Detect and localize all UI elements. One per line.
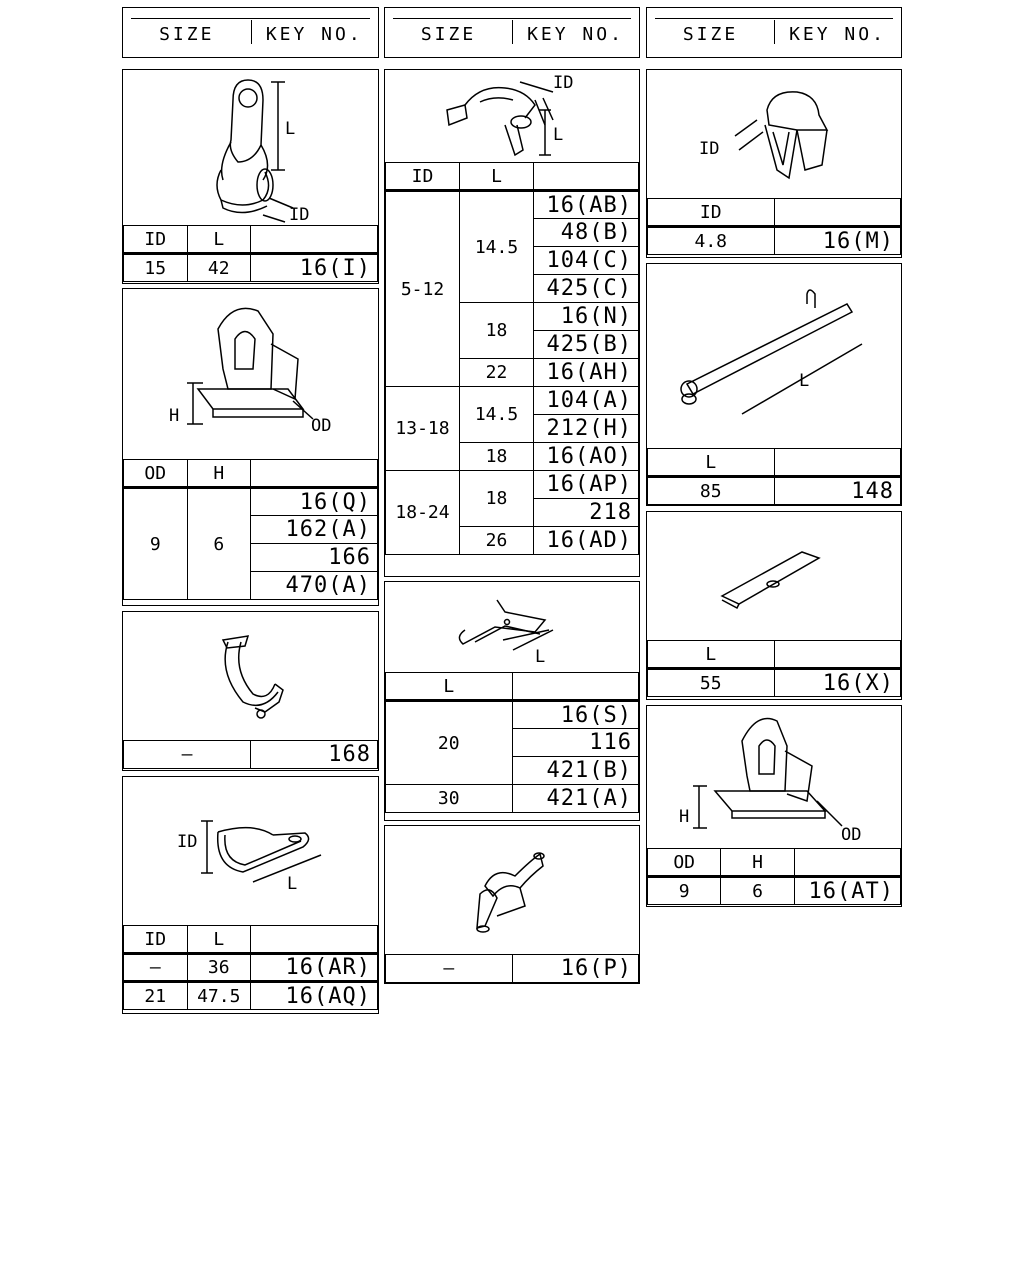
- col-head-key: [251, 226, 378, 254]
- cell-key: 104(C): [534, 247, 639, 275]
- cell-key: 470(A): [251, 572, 378, 600]
- cell-key: 162(A): [251, 516, 378, 544]
- bracket-clip-drawing: [385, 582, 638, 672]
- dim-id-label: ID: [177, 832, 198, 852]
- header-rule: [131, 18, 370, 19]
- cell-id: 4.8: [648, 227, 775, 255]
- col-head-key: [774, 199, 901, 227]
- cell-key: 116: [512, 729, 639, 757]
- dim-od-label: OD: [841, 825, 862, 845]
- cell-od: 9: [124, 488, 188, 600]
- cell-key: 16(AQ): [251, 982, 378, 1010]
- cell-l: 85: [648, 477, 775, 505]
- dim-l-label: L: [287, 874, 298, 894]
- cell-key: 104(A): [534, 387, 639, 415]
- cell-key: 212(H): [534, 415, 639, 443]
- size-heading: SIZE: [159, 24, 215, 45]
- key-no-heading: KEY NO.: [527, 24, 624, 45]
- mount-clip-drawing: [123, 289, 377, 459]
- part-c1-mount-clip: [122, 288, 379, 606]
- part-c3-push-clip: [646, 69, 902, 258]
- cell-key: 16(I): [251, 254, 378, 282]
- part-c2-double-clip: [384, 69, 640, 577]
- cell-l: 18: [460, 443, 534, 471]
- cell-key: 425(B): [534, 331, 639, 359]
- col-head-l: L: [460, 163, 534, 191]
- col-head-key: [794, 849, 900, 877]
- cell-id: 13-18: [386, 387, 460, 471]
- cell-id: 5-12: [386, 191, 460, 387]
- header-col3: [646, 7, 902, 58]
- size-heading: SIZE: [682, 24, 739, 45]
- cell-l: 14.5: [460, 191, 534, 303]
- cell-l: 42: [187, 254, 251, 282]
- dim-l-label: L: [285, 119, 296, 139]
- dim-h-label: H: [169, 406, 180, 426]
- cell-key: 148: [774, 477, 901, 505]
- part-c2-saddle-clip: [384, 825, 640, 984]
- col-head-l: L: [648, 641, 775, 669]
- cell-key: 16(M): [774, 227, 901, 255]
- size-heading: SIZE: [420, 24, 477, 45]
- flat-strip-drawing: [647, 512, 900, 640]
- cell-l: 14.5: [460, 387, 534, 443]
- part-c2-bracket-clip: [384, 581, 640, 821]
- size-table: [647, 848, 901, 905]
- col-head-id: ID: [386, 163, 460, 191]
- part-c3-strap: [646, 263, 902, 506]
- cell-l: 30: [386, 785, 513, 813]
- saddle-clip-drawing: [385, 826, 638, 954]
- cell-id: –: [124, 954, 188, 982]
- header-col2: [384, 7, 640, 58]
- dim-id-label: ID: [289, 205, 310, 225]
- header-col1: [122, 7, 379, 58]
- cell-l: 22: [460, 359, 534, 387]
- cell-id: 18-24: [386, 471, 460, 555]
- cell-l: 36: [187, 954, 251, 982]
- cell-id: 15: [124, 254, 188, 282]
- header-rule: [655, 18, 893, 19]
- cell-key: 16(AH): [534, 359, 639, 387]
- size-table: [385, 162, 639, 555]
- col-head-key: [512, 673, 639, 701]
- cell-h: 6: [721, 877, 794, 905]
- cell-l: 47.5: [187, 982, 251, 1010]
- col-head-od: OD: [648, 849, 721, 877]
- cell-key: 218: [534, 499, 639, 527]
- cell-key: 48(B): [534, 219, 639, 247]
- col-head-key: [774, 641, 901, 669]
- col-head-id: ID: [124, 926, 188, 954]
- double-clip-drawing: [385, 70, 638, 162]
- col-head-id: ID: [648, 199, 775, 227]
- cell-key: 421(A): [512, 785, 639, 813]
- key-no-heading: KEY NO.: [265, 24, 363, 45]
- col-head-key: [251, 460, 378, 488]
- col-head-od: OD: [124, 460, 188, 488]
- part-c1-curved-clip: [122, 611, 379, 771]
- header-rule: [393, 18, 631, 19]
- curved-clip-drawing: [123, 612, 377, 740]
- dim-id-label: ID: [699, 139, 720, 159]
- dim-id-label: ID: [553, 73, 574, 93]
- strap-drawing: [647, 264, 900, 448]
- cell-key: 166: [251, 544, 378, 572]
- cell-key: 168: [251, 741, 378, 769]
- cell-key: 16(X): [774, 669, 901, 697]
- part-c3-mount-clip: [646, 705, 902, 907]
- cell-h: 6: [187, 488, 251, 600]
- part-c1-ring-clip: [122, 69, 379, 284]
- size-table: [647, 448, 901, 505]
- col-head-h: H: [187, 460, 251, 488]
- size-table: [385, 672, 639, 813]
- cell-od: 9: [648, 877, 721, 905]
- dim-l-label: L: [535, 647, 546, 667]
- dim-l-label: L: [553, 125, 564, 145]
- cell-key: 16(AD): [534, 527, 639, 555]
- cell-key: 421(B): [512, 757, 639, 785]
- dim-l-label: L: [799, 371, 810, 391]
- cell-l: 26: [460, 527, 534, 555]
- cell-l: 18: [460, 303, 534, 359]
- size-table: [647, 640, 901, 697]
- size-table: [647, 198, 901, 255]
- cell-l: 55: [648, 669, 775, 697]
- size-table: [123, 459, 378, 600]
- col-head-key: [251, 926, 378, 954]
- col-head-l: L: [187, 226, 251, 254]
- cell-l: 18: [460, 471, 534, 527]
- cell-key: 16(AR): [251, 954, 378, 982]
- loop-clip-drawing: [123, 777, 377, 925]
- cell-id: 21: [124, 982, 188, 1010]
- col-head-key: [774, 449, 901, 477]
- key-no-heading: KEY NO.: [789, 24, 886, 45]
- cell-key: 16(S): [512, 701, 639, 729]
- cell-size: –: [386, 955, 513, 983]
- col-head-key: [534, 163, 639, 191]
- mount-clip-drawing: [647, 706, 900, 848]
- col-head-h: H: [721, 849, 794, 877]
- col-head-l: L: [648, 449, 775, 477]
- dim-od-label: OD: [311, 416, 332, 436]
- cell-key: 16(AP): [534, 471, 639, 499]
- part-c1-loop-clip: [122, 776, 379, 1014]
- ring-clip-drawing: [123, 70, 377, 225]
- size-table: [123, 740, 378, 769]
- cell-key: 425(C): [534, 275, 639, 303]
- cell-key: 16(P): [512, 955, 639, 983]
- cell-key: 16(AO): [534, 443, 639, 471]
- cell-key: 16(N): [534, 303, 639, 331]
- cell-key: 16(AB): [534, 191, 639, 219]
- dim-h-label: H: [679, 807, 690, 827]
- part-c3-flat-strip: [646, 511, 902, 700]
- col-head-l: L: [386, 673, 513, 701]
- cell-l: 20: [386, 701, 513, 785]
- cell-size: –: [124, 741, 251, 769]
- size-table: [385, 954, 639, 983]
- col-head-id: ID: [124, 226, 188, 254]
- size-table: [123, 925, 378, 1010]
- cell-key: 16(AT): [794, 877, 900, 905]
- cell-key: 16(Q): [251, 488, 378, 516]
- size-table: [123, 225, 378, 282]
- push-clip-drawing: [647, 70, 900, 198]
- col-head-l: L: [187, 926, 251, 954]
